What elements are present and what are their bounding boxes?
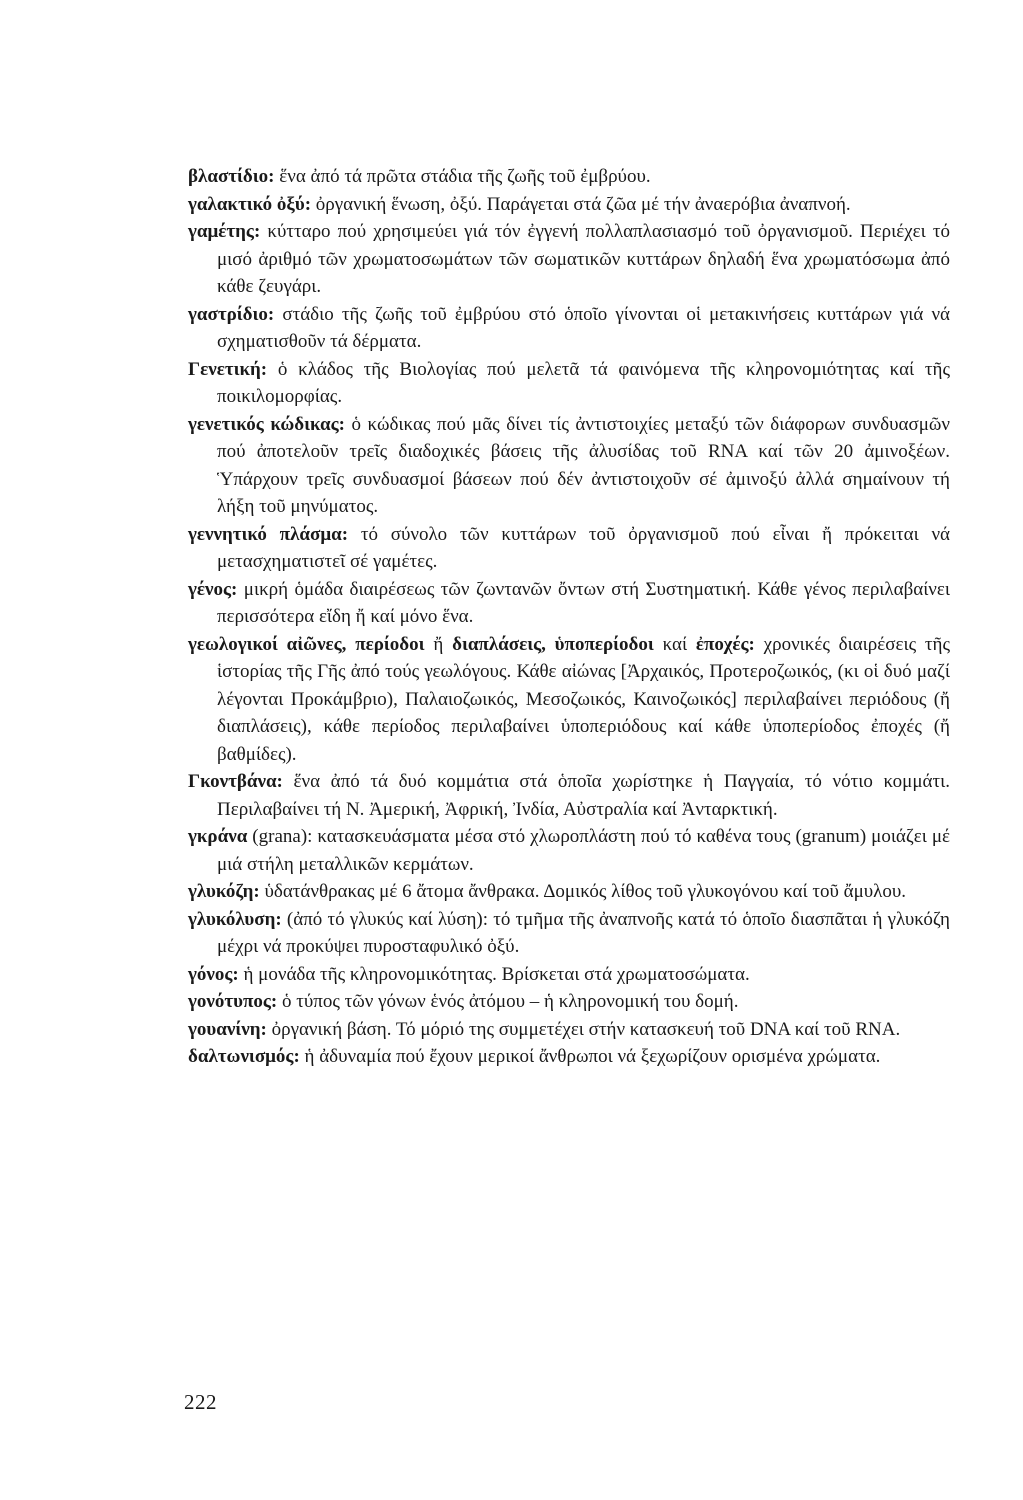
glossary-term: γενετικός κώδικας: bbox=[188, 413, 345, 435]
glossary-entry bbox=[188, 356, 950, 411]
page-number: 222 bbox=[184, 1390, 217, 1414]
glossary-entry bbox=[188, 823, 950, 878]
glossary-term: διαπλάσεις, ὑποπερίοδοι bbox=[452, 633, 654, 655]
glossary-definition: (grana): κατασκευάσματα μέσα στό χλωροπλάστη πού τό καθένα τους (granum) μοιάζει μέ μιά στήλη μεταλλικῶν κερμάτων. bbox=[217, 826, 950, 875]
glossary-term: Γενετική: bbox=[188, 358, 268, 380]
glossary-definition: ὀργανική ἕνωση, ὀξύ. Παράγεται στά ζῶα μέ τήν ἀναερόβια ἀναπνοή. bbox=[311, 193, 851, 215]
glossary-term: γεννητικό πλάσμα: bbox=[188, 523, 349, 545]
glossary-definition: μικρή ὁμάδα διαιρέσεως τῶν ζωντανῶν ὄντων στή Συστηματική. Κάθε γένος περιλαβαίνει περισσότερα εἴδη ἤ καί μόνο ἕνα. bbox=[217, 578, 950, 627]
glossary-definition: ἕνα ἀπό τά δυό κομμάτια στά ὁποῖα χωρίστηκε ἡ Παγγαία, τό νότιο κομμάτι. Περιλαβαίνει τή Ν. Ἀμερική, Ἀφρική, Ἰνδία, Αὐστραλία καί Ἀνταρκτική. bbox=[217, 771, 950, 820]
glossary-entry bbox=[188, 878, 950, 906]
glossary-entry bbox=[188, 163, 950, 191]
glossary-term: βλαστίδιο: bbox=[188, 166, 275, 187]
glossary-entry bbox=[188, 576, 950, 631]
glossary-entry bbox=[188, 218, 950, 301]
glossary-definition: τό σύνολο τῶν κυττάρων τοῦ ὀργανισμοῦ πού εἶναι ἤ πρόκειται νά μετασχηματιστεῖ σέ γαμέτες. bbox=[217, 523, 950, 572]
glossary-entry bbox=[188, 521, 950, 576]
glossary-term: γόνος: bbox=[188, 963, 239, 985]
glossary-term: γονότυπος: bbox=[188, 991, 278, 1012]
glossary-list bbox=[188, 163, 950, 1071]
glossary-definition: χρονικές διαιρέσεις τῆς ἱστορίας τῆς Γῆς ἀπό τούς γεωλόγους. Κάθε αἰώνας [Ἀρχαικός, Προτεροζωικός, (κι οἱ δυό μαζί λέγονται Προκάμβριο), Παλαιοζωικός, Μεσοζωικός, Καινοζωικός] περιλαβαίνει περιόδους (ἤ διαπλάσεις), κάθε περίοδος περιλαβαίνει ὑποπεριόδους καί κάθε ὑποπερίοδος ἐποχές (ἤ βαθμίδες). bbox=[217, 633, 950, 765]
glossary-term: γκράνα bbox=[188, 826, 248, 847]
glossary-definition: καί bbox=[653, 633, 696, 655]
glossary-definition: κύτταρο πού χρησιμεύει γιά τόν ἐγγενή πολλαπλασιασμό τοῦ ὀργανισμοῦ. Περιέχει τό μισό ἀριθμό τῶν χρωματοσωμάτων τῶν σωματικῶν κυττάρων δηλαδή ἕνα χρωματόσωμα ἀπό κάθε ζευγάρι. bbox=[217, 221, 950, 297]
glossary-entry bbox=[188, 988, 950, 1016]
glossary-entry bbox=[188, 1043, 950, 1071]
glossary-definition: ὑδατάνθρακας μέ 6 ἄτομα ἄνθρακα. Δομικός λίθος τοῦ γλυκογόνου καί τοῦ ἄμυλου. bbox=[259, 881, 907, 902]
glossary-term: γαστρίδιο: bbox=[188, 303, 275, 325]
glossary-entry bbox=[188, 411, 950, 521]
glossary-definition: ἤ bbox=[424, 633, 453, 655]
glossary-definition: στάδιο τῆς ζωῆς τοῦ ἐμβρύου στό ὁποῖο γίνονται οἱ μετακινήσεις κυττάρων γιά νά σχηματισθοῦν τά δέρματα. bbox=[217, 303, 950, 352]
glossary-term: γεωλογικοί αἰῶνες, περίοδοι bbox=[188, 633, 425, 655]
glossary-entry bbox=[188, 768, 950, 823]
glossary-definition: (ἀπό τό γλυκύς καί λύση): τό τμῆμα τῆς ἀναπνοῆς κατά τό ὁποῖο διασπᾶται ἡ γλυκόζη μέχρι νά προκύψει πυροσταφυλικό ὀξύ. bbox=[217, 908, 950, 957]
glossary-definition: ὁ κλάδος τῆς Βιολογίας πού μελετᾶ τά φαινόμενα τῆς κληρονομιότητας καί τῆς ποικιλομορφίας. bbox=[217, 358, 950, 407]
glossary-entry bbox=[188, 631, 950, 769]
glossary-term: δαλτωνισμός: bbox=[188, 1046, 300, 1067]
glossary-entry bbox=[188, 301, 950, 356]
glossary-term: Γκοντβάνα: bbox=[188, 771, 283, 792]
glossary-entry bbox=[188, 906, 950, 961]
glossary-entry bbox=[188, 1016, 950, 1044]
glossary-definition: ἡ ἀδυναμία πού ἔχουν μερικοί ἄνθρωποι νά ξεχωρίζουν ορισμένα χρώματα. bbox=[299, 1046, 881, 1067]
glossary-term: γλυκόλυση: bbox=[188, 908, 282, 930]
glossary-definition: ὁ κώδικας πού μᾶς δίνει τίς ἀντιστοιχίες μεταξύ τῶν διάφορων συνδυασμῶν πού ἀποτελοῦν τρεῖς διαδοχικές βάσεις τῆς ἀλυσίδας τοῦ RNA καί τῶν 20 ἀμινοξέων. Ὑπάρχουν τρεῖς συνδυασμοί βάσεων πού δέν ἀντιστοιχοῦν σέ ἀμινοξύ ἀλλά σημαίνουν τή λήξη τοῦ μηνύματος. bbox=[217, 413, 950, 517]
glossary-term: γουανίνη: bbox=[188, 1018, 267, 1040]
glossary-term: γαμέτης: bbox=[188, 221, 261, 242]
glossary-definition: ἕνα ἀπό τά πρῶτα στάδια τῆς ζωῆς τοῦ ἐμβρύου. bbox=[274, 166, 651, 187]
glossary-entry bbox=[188, 191, 950, 219]
glossary-definition: ἡ μονάδα τῆς κληρονομικότητας. Βρίσκεται στά χρωματοσώματα. bbox=[238, 963, 750, 985]
glossary-term: γένος: bbox=[188, 578, 238, 600]
glossary-term: ἐποχές: bbox=[695, 633, 755, 655]
glossary-definition: ὀργανική βάση. Τό μόριό της συμμετέχει στήν κατασκευή τοῦ DNA καί τοῦ RNA. bbox=[266, 1018, 901, 1040]
glossary-term: γαλακτικό ὀξύ: bbox=[188, 193, 312, 215]
glossary-definition: ὁ τύπος τῶν γόνων ἑνός ἀτόμου – ἡ κληρονομική του δομή. bbox=[277, 991, 739, 1012]
glossary-term: γλυκόζη: bbox=[188, 881, 260, 902]
glossary-entry bbox=[188, 961, 950, 989]
